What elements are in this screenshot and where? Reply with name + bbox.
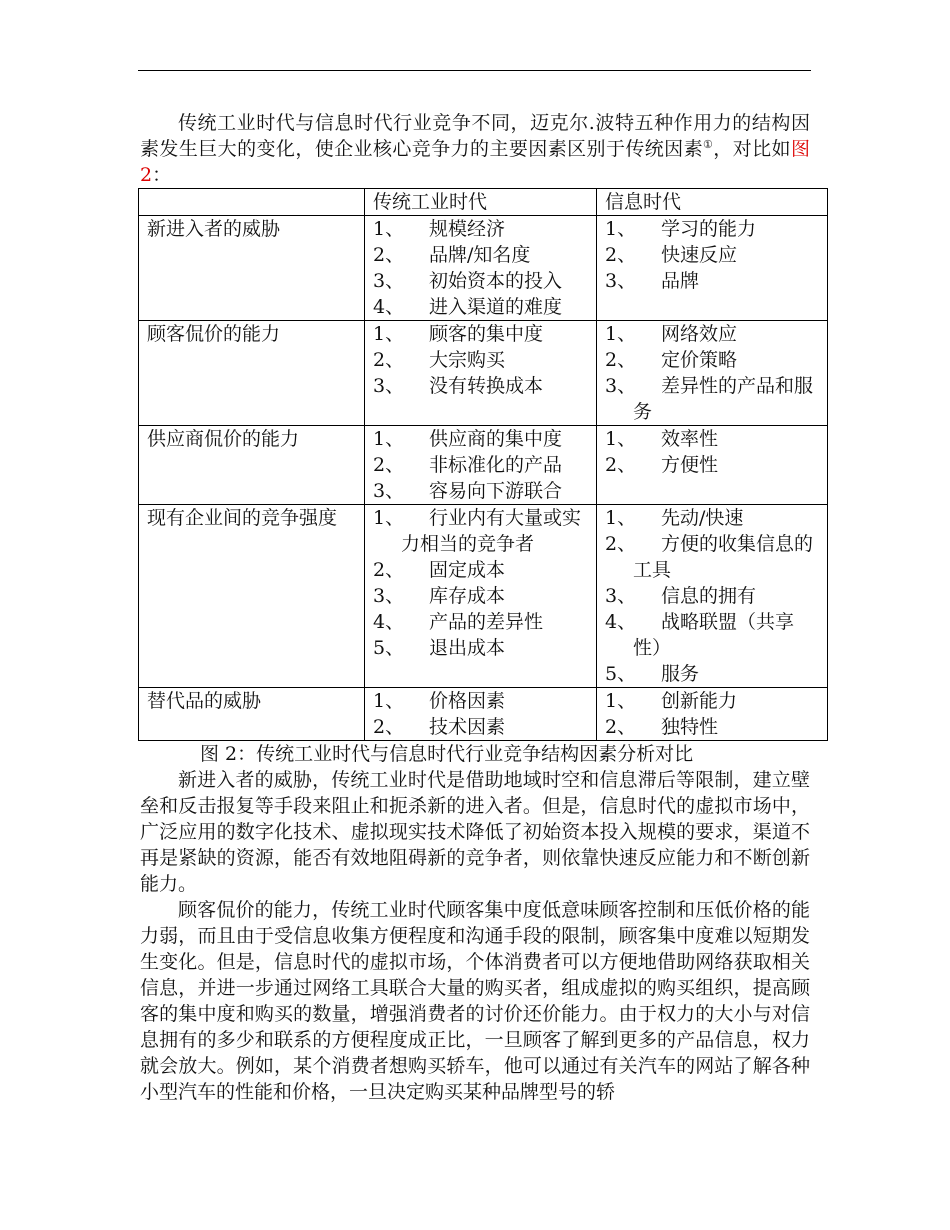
list-item-number: 3、 [605, 585, 637, 607]
list-item [605, 242, 821, 268]
list-item-number: 2、 [373, 454, 405, 476]
list-item [605, 321, 821, 347]
list-item-text: 容易向下游联合 [429, 480, 563, 502]
intro-paragraph [140, 110, 810, 188]
traditional-factors-cell [365, 426, 597, 505]
list-item-number: 1、 [373, 690, 405, 712]
list-item [605, 609, 821, 661]
list-item [605, 452, 821, 478]
list-item-text: 信息的拥有 [661, 585, 757, 607]
list-item-number: 5、 [605, 663, 637, 685]
list-item-number: 4、 [373, 296, 405, 318]
list-item [373, 688, 590, 714]
list-item-text: 非标准化的产品 [429, 454, 563, 476]
factor-cell: 顾客侃价的能力 [139, 321, 365, 426]
body-paragraph-new-entrants: 新进入者的威胁，传统工业时代是借助地域时空和信息滞后等限制，建立壁垒和反击报复等手段来阻止和扼杀新的进入者。但是，信息时代的虚拟市场中，广泛应用的数字化技术、虚拟现实技术降低了初始资本投入规模的要求，渠道不再是紧缺的资源，能否有效地阻碍新的竞争者，则依靠快速反应能力和不断创新能力。 [140, 769, 810, 895]
list-item-number: 2、 [605, 349, 637, 371]
info-factors-cell [597, 321, 828, 426]
list-item [373, 242, 590, 268]
list-item-text: 行业内有大量或实力相当的竞争者 [401, 507, 582, 555]
list-item-number: 3、 [605, 375, 637, 397]
list-item-number: 1、 [373, 507, 405, 529]
list-item-number: 5、 [373, 637, 405, 659]
list-item-number: 1、 [605, 323, 637, 345]
table-row [139, 216, 828, 321]
header-cell-empty [139, 189, 365, 216]
traditional-factors-cell [365, 216, 597, 321]
list-item [373, 635, 590, 661]
table-row [139, 321, 828, 426]
list-item-number: 1、 [605, 428, 637, 450]
list-item-number: 3、 [373, 585, 405, 607]
list-item [605, 347, 821, 373]
list-item-text: 规模经济 [429, 218, 506, 240]
list-item [605, 583, 821, 609]
list-item-text: 初始资本的投入 [429, 270, 563, 292]
list-item-text: 独特性 [661, 716, 719, 738]
list-item [373, 505, 590, 557]
list-item-number: 2、 [605, 533, 637, 555]
list-item [605, 268, 821, 294]
list-item-text: 品牌 [661, 270, 700, 292]
list-item [373, 268, 590, 294]
list-item-number: 2、 [373, 349, 405, 371]
intro-text: 传统工业时代与信息时代行业竞争不同，迈克尔.波特五种作用力的结构因素发生巨大的变化，使企业核心竞争力的主要因素区别于传统因素 [140, 112, 810, 160]
list-item-text: 退出成本 [429, 637, 506, 659]
list-item-text: 差异性的产品和服务 [633, 375, 814, 423]
list-item-number: 2、 [605, 244, 637, 266]
list-item-text: 定价策略 [661, 349, 738, 371]
list-item-number: 1、 [373, 323, 405, 345]
list-item [373, 426, 590, 452]
list-item-number: 1、 [605, 507, 637, 529]
list-item [373, 609, 590, 635]
list-item [373, 452, 590, 478]
list-item-number: 3、 [373, 270, 405, 292]
list-item-text: 方便的收集信息的工具 [633, 533, 814, 581]
intro-text-end: ： [152, 164, 172, 186]
list-item [373, 478, 590, 504]
factor-cell: 供应商侃价的能力 [139, 426, 365, 505]
list-item-number: 1、 [605, 218, 637, 240]
list-item-text: 大宗购买 [429, 349, 506, 371]
list-item [605, 505, 821, 531]
list-item [605, 661, 821, 687]
list-item [373, 321, 590, 347]
list-item-number: 2、 [605, 454, 637, 476]
figure-caption: 图 2：传统工业时代与信息时代行业竞争结构因素分析对比 [200, 743, 694, 765]
list-item-text: 固定成本 [429, 559, 506, 581]
traditional-factors-cell [365, 688, 597, 741]
list-item-text: 快速反应 [661, 244, 738, 266]
info-factors-cell [597, 216, 828, 321]
list-item-number: 4、 [373, 611, 405, 633]
list-item [605, 714, 821, 740]
table-header-row [139, 189, 828, 216]
list-item-number: 3、 [373, 480, 405, 502]
footnote-mark[interactable]: ① [703, 138, 714, 151]
list-item-number: 1、 [373, 218, 405, 240]
list-item-number: 2、 [373, 716, 405, 738]
list-item-text: 库存成本 [429, 585, 506, 607]
list-item-text: 先动/快速 [661, 507, 744, 529]
list-item-number: 3、 [373, 375, 405, 397]
list-item-text: 战略联盟（共享性） [633, 611, 795, 659]
header-cell-info: 信息时代 [597, 189, 828, 216]
list-item [373, 347, 590, 373]
list-item [605, 688, 821, 714]
list-item [605, 531, 821, 583]
list-item-number: 2、 [373, 244, 405, 266]
info-factors-cell [597, 426, 828, 505]
document-body [140, 110, 814, 1105]
list-item-text: 进入渠道的难度 [429, 296, 563, 318]
list-item [605, 426, 821, 452]
comparison-table [138, 188, 828, 741]
traditional-factors-cell [365, 321, 597, 426]
list-item-number: 4、 [605, 611, 637, 633]
list-item-number: 3、 [605, 270, 637, 292]
list-item [373, 216, 590, 242]
table-row [139, 688, 828, 741]
list-item-text: 效率性 [661, 428, 719, 450]
list-item-text: 创新能力 [661, 690, 738, 712]
factor-cell: 新进入者的威胁 [139, 216, 365, 321]
list-item-text: 价格因素 [429, 690, 506, 712]
list-item-number: 2、 [605, 716, 637, 738]
list-item-text: 顾客的集中度 [429, 323, 544, 345]
table-row [139, 426, 828, 505]
list-item [373, 294, 590, 320]
list-item-text: 技术因素 [429, 716, 506, 738]
info-factors-cell [597, 688, 828, 741]
list-item-text: 方便性 [661, 454, 719, 476]
header-cell-traditional: 传统工业时代 [365, 189, 597, 216]
list-item [373, 373, 590, 399]
list-item [605, 373, 821, 425]
list-item-number: 1、 [605, 690, 637, 712]
list-item-text: 品牌/知名度 [429, 244, 531, 266]
list-item-text: 没有转换成本 [429, 375, 544, 397]
info-factors-cell [597, 505, 828, 688]
header-rule [138, 70, 811, 71]
body-paragraph-buyer-power: 顾客侃价的能力，传统工业时代顾客集中度低意味顾客控制和压低价格的能力弱，而且由于受信息收集方便程度和沟通手段的限制，顾客集中度难以短期发生变化。但是，信息时代的虚拟市场，个体消费者可以方便地借助网络获取相关信息，并进一步通过网络工具联合大量的购买者，组成虚拟的购买组织，提高顾客的集中度和购买的数量，增强消费者的讨价还价能力。由于权力的大小与对信息拥有的多少和联系的方便程度成正比，一旦顾客了解到更多的产品信息，权力就会放大。例如，某个消费者想购买轿车，他可以通过有关汽车的网站了解各种小型汽车的性能和价格，一旦决定购买某种品牌型号的轿 [140, 899, 810, 1103]
list-item [605, 216, 821, 242]
list-item [373, 557, 590, 583]
list-item-text: 网络效应 [661, 323, 738, 345]
factor-cell: 现有企业间的竞争强度 [139, 505, 365, 688]
list-item-text: 供应商的集中度 [429, 428, 563, 450]
table-row [139, 505, 828, 688]
list-item-text: 服务 [661, 663, 700, 685]
list-item-text: 学习的能力 [661, 218, 757, 240]
factor-cell: 替代品的威胁 [139, 688, 365, 741]
list-item [373, 583, 590, 609]
list-item-number: 1、 [373, 428, 405, 450]
list-item [373, 714, 590, 740]
intro-text-mid: ，对比如 [713, 138, 791, 160]
traditional-factors-cell [365, 505, 597, 688]
list-item-text: 产品的差异性 [429, 611, 544, 633]
figure-reference-link[interactable]: 图 2 [140, 138, 810, 186]
list-item-number: 2、 [373, 559, 405, 581]
